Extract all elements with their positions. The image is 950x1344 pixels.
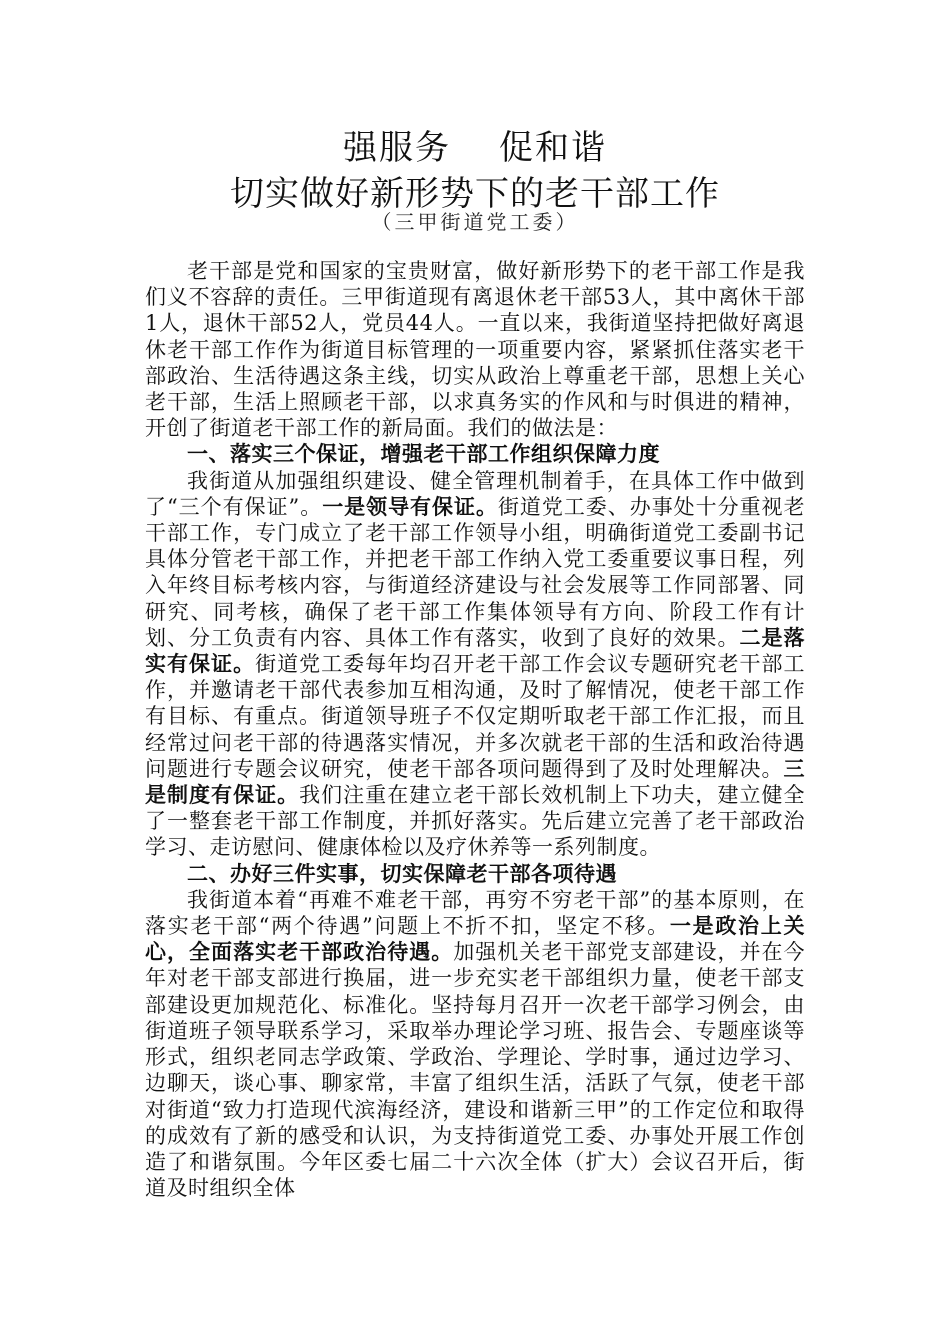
text-run: 我街道本着“再难不难老干部，再穷不穷老干部”的基本原则，在落实老干部“两个待遇”问题上不折不扣，坚定不移。 bbox=[145, 887, 805, 939]
text-run: 我街道从加强组织建设、健全管理机制着手，在具体工作中做到了“三个有保证”。 bbox=[145, 468, 805, 519]
document-author: （三甲街道党工委） bbox=[371, 210, 579, 234]
text-run: 街道党工委、办事处十分重视老干部工作，专门成立了老干部工作领导小组，明确街道党工委副书记具体分管老干部工作，并把老干部工作纳入党工委重要议事日程，列入年终目标考核内容，与街道经济建设与社会发展等工作同部署、同研究、同考核，确保了老干部工作集体领导有方向、阶段工作有计划、分工负责有内容、具体工作有落实，收到了良好的效果。 bbox=[145, 494, 806, 650]
text-run: 街道党工委每年均召开老干部工作会议专题研究老干部工作，并邀请老干部代表参加互相沟通，及时了解情况，使老干部工作有目标、有重点。街道领导班子不仅定期听取老干部工作汇报，而且经常过问老干部的待遇落实情况，并多次就老干部的生活和政治待遇问题进行专题会议研究，使老干部各项问题得到了及时处理解决。 bbox=[145, 652, 806, 781]
title-part-1: 强服务 bbox=[343, 128, 451, 168]
section-2-heading: 二、办好三件实事，切实保障老干部各项待遇 bbox=[187, 860, 617, 886]
title-part-2: 促和谐 bbox=[499, 128, 607, 168]
bold-run: 一是政治上关心，全面落实老干部政治待遇。 bbox=[145, 913, 805, 965]
bold-run: 三是制度有保证。 bbox=[145, 755, 805, 808]
bold-run: 二是落实有保证。 bbox=[145, 624, 806, 677]
document-title bbox=[0, 120, 950, 169]
intro-paragraph: 老干部是党和国家的宝贵财富，做好新形势下的老干部工作是我们义不容辞的责任。三甲街道现有离退休老干部53人，其中离休干部1人，退休干部52人，党员44人。一直以来，我街道坚持把做好离退休老干部工作作为街道目标管理的一项重要内容，紧紧抓住落实老干部政治、生活待遇这条主线，切实从政治上尊重老干部，思想上关心老干部，生活上照顾老干部，以求真务实的作风和与时俱进的精神，开创了街道老干部工作的新局面。我们的做法是： bbox=[145, 259, 805, 441]
text-run: 加强机关老干部党支部建设，并在今年对老干部支部进行换届，进一步充实老干部组织力量，使老干部支部建设更加规范化、标准化。坚持每月召开一次老干部学习例会，由街道班子领导联系学习，采取举办理论学习班、报告会、专题座谈等形式，组织老同志学政策、学政治、学理论、学时事，通过边学习、边聊天，谈心事、聊家常，丰富了组织生活，活跃了气氛，使老干部对街道“致力打造现代滨海经济，建设和谐新三甲”的工作定位和取得的成效有了新的感受和认识，为支持街道党工委、办事处开展工作创造了和谐氛围。今年区委七届二十六次全体（扩大）会议召开后，街道及时组织全体 bbox=[145, 940, 806, 1201]
section-2-paragraph bbox=[145, 887, 805, 1201]
document-body bbox=[145, 258, 805, 1201]
section-1-heading: 一、落实三个保证，增强老干部工作组织保障力度 bbox=[187, 441, 660, 467]
bold-run: 一是领导有保证。 bbox=[322, 493, 498, 519]
document-subtitle: 切实做好新形势下的老干部工作 bbox=[230, 174, 720, 214]
text-run: 我们注重在建立老干部长效机制上下功夫，建立健全了一整套老干部工作制度，并抓好落实。先后建立完善了老干部政治学习、走访慰问、健康体检以及疗休养等一系列制度。 bbox=[145, 783, 806, 860]
section-1-paragraph bbox=[145, 468, 805, 861]
